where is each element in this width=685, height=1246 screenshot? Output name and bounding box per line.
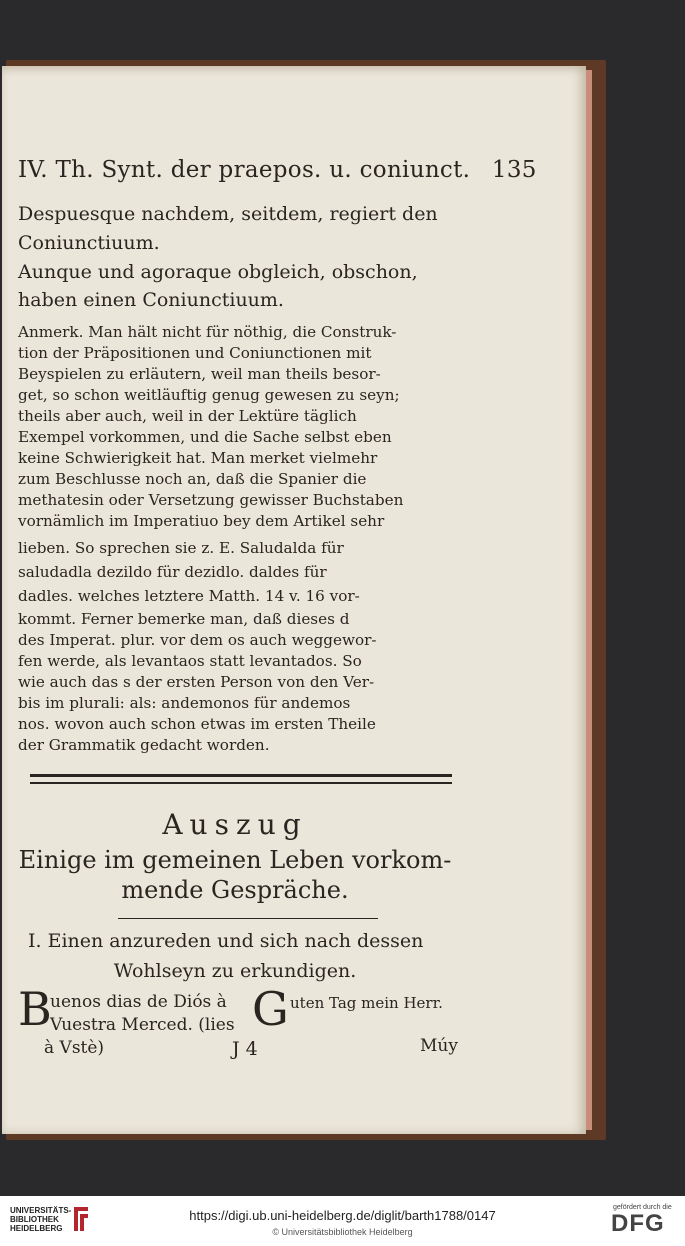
permalink-url[interactable]: https://digi.ub.uni-heidelberg.de/diglit/barth1788/0147 (189, 1208, 496, 1223)
note-line: theils aber auch, weil in der Lektüre täglich (18, 407, 357, 425)
note-line: Exempel vorkommen, und die Sache selbst eben (18, 428, 392, 446)
dialog-spanish-line: à Vstè) (44, 1038, 105, 1058)
note-line: methatesin oder Versetzung gewisser Buchstaben (18, 491, 404, 509)
dialog-section-title: Wohlseyn zu erkundigen. (113, 960, 357, 982)
divider-rule-short (118, 918, 378, 919)
running-head (18, 157, 537, 183)
footer-bar (0, 1196, 685, 1246)
note-line: Anmerk. Man hält nicht für nöthig, die Construk- (18, 323, 397, 341)
note-line: saludadla dezildo für dezidlo. daldes für (18, 563, 327, 581)
note-line: des Imperat. plur. vor dem os auch weggewor- (18, 631, 377, 649)
body-line: Despuesque nachdem, seitdem, regiert den (18, 203, 438, 225)
drop-capital: G (252, 982, 289, 1036)
section-subheading: Einige im gemeinen Leben vorkom- (18, 846, 452, 874)
dialog-spanish-line: Vuestra Merced. (lies (50, 1015, 235, 1035)
divider-rule-bottom (30, 782, 452, 784)
note-line: der Grammatik gedacht worden. (18, 736, 270, 754)
note-line: fen werde, als levantaos statt levantados. So (18, 652, 362, 670)
note-line: bis im plurali: als: andemonos für andemos (18, 694, 351, 712)
note-line: dadles. welches letztere Matth. 14 v. 16 vor- (18, 587, 360, 605)
note-line: zum Beschlusse noch an, daß die Spanier die (18, 470, 367, 488)
note-line: get, so schon weitläuftig genug gewesen zu seyn; (18, 386, 400, 404)
body-line: haben einen Coniunctiuum. (18, 289, 284, 311)
body-line: Coniunctiuum. (18, 232, 160, 254)
note-line: nos. wovon auch schon etwas im ersten Theile (18, 715, 376, 733)
note-line: keine Schwierigkeit hat. Man merket vielmehr (18, 449, 378, 467)
note-line: Beyspielen zu erläutern, weil man theils besor- (18, 365, 381, 383)
library-name: UNIVERSITÄTS- BIBLIOTHEK HEIDELBERG (10, 1206, 72, 1233)
page-edge (586, 70, 592, 1130)
note-line: kommt. Ferner bemerke man, daß dieses d (18, 610, 350, 628)
note-line: wie auch das s der ersten Person von den Ver- (18, 673, 375, 691)
divider-rule-top (30, 774, 452, 777)
body-line: Aunque und agoraque obgleich, obschon, (18, 261, 418, 283)
dialog-spanish-line: uenos dias de Diós à (50, 992, 227, 1012)
section-heading: Auszug (162, 808, 308, 841)
drop-capital: B (18, 982, 52, 1036)
funder-logo: DFG (611, 1210, 665, 1237)
copyright-notice: © Universitätsbibliothek Heidelberg (272, 1227, 413, 1237)
note-line: tion der Präpositionen und Coniunctionen mit (18, 344, 372, 362)
section-subheading: mende Gespräche. (121, 876, 349, 904)
dialog-section-title: I. Einen anzureden und sich nach dessen (28, 930, 424, 952)
note-line: vornämlich im Imperatiuo bey dem Artikel sehr (18, 512, 385, 530)
page-number: 135 (491, 157, 537, 183)
catchword: Múy (420, 1036, 458, 1056)
note-line: lieben. So sprechen sie z. E. Saludalda für (18, 539, 344, 557)
funding-note: gefördert durch die (613, 1204, 672, 1211)
dialog-german-line: uten Tag mein Herr. (290, 994, 443, 1012)
running-head-text: IV. Th. Synt. der praepos. u. coniunct. (18, 157, 471, 183)
signature-mark: J 4 (232, 1038, 258, 1060)
